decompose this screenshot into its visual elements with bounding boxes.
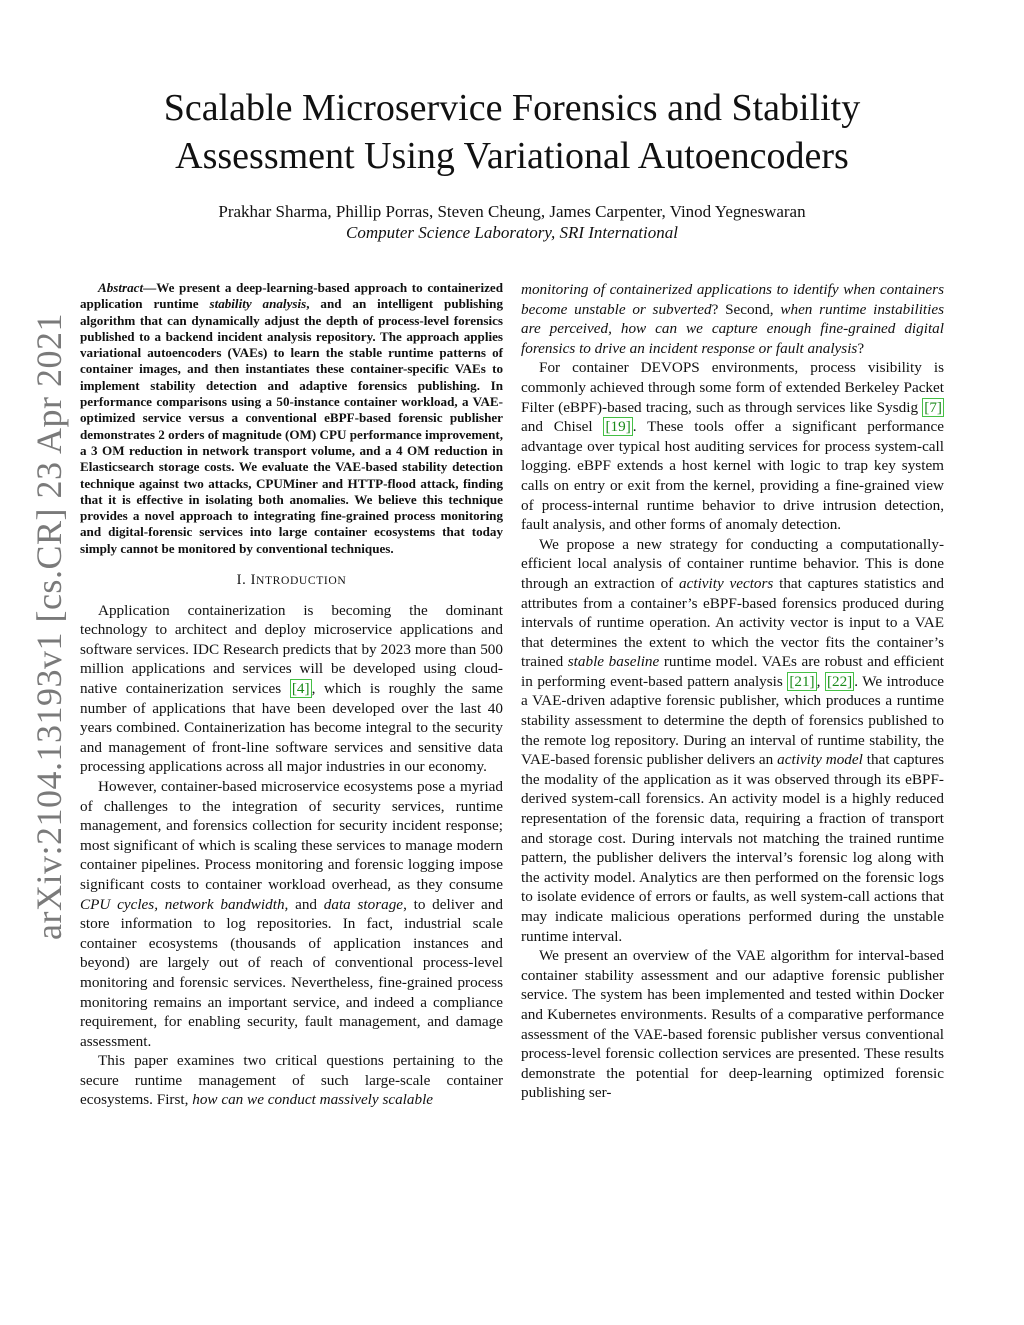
citation-link[interactable]: [19] [605, 418, 631, 436]
intro-paragraph-5: We propose a new strategy for conducting a computationally-efficient local analysis of container runtime behavior. This is done through an extraction of activity vectors that captures statistics and attributes from a container’s eBPF-based forensics produced during intervals of runtime operation. An activity vector is input to a VAE that determines the extent to which the vector fits the container’s trained stable baseline runtime model. VAEs are robust and efficient in performing event-based pattern analysis [21] , [22] . We introduce a VAE-driven adaptive forensic publisher, which produces a runtime stability assessment to determine the depth of forensics published to the remote log repository. During an interval of runtime stability, the VAE-based forensic publisher delivers an activity model that captures the modality of the application as it was observed through its eBPF-derived system-call forensics. An activity model is a highly reduced representation of the forensic data, requiring a fraction of transport and storage cost. During intervals not matching the trained runtime pattern, the publisher delivers the interval’s forensic log along with the activity model. Analytics are then performed on the forensic logs to isolate evidence of errors or faults, as well system-call actions that may indicate malicious operations performed during the unstable runtime interval. [521, 535, 945, 945]
intro-paragraph-3: This paper examines two critical questions pertaining to the secure runtime management of such large-scale container ecosystems. First, how can we conduct massively scalable [80, 1052, 503, 1109]
citation-link[interactable]: [4] [291, 680, 310, 698]
author-list: Prakhar Sharma, Phillip Porras, Steven Cheung, James Carpenter, Vinod Yegneswaran [218, 202, 806, 221]
intro-paragraph-3-cont: monitoring of containerized applications to identify when containers become unstable or subverted? Second, when runtime instabilities are perceived, how can we capture enough fine-grained digital forensics to drive an incident response or fault analysis? [521, 281, 945, 357]
arxiv-stamp: arXiv:2104.13193v1 [cs.CR] 23 Apr 2021 [29, 313, 69, 940]
title-line-2: Assessment Using Variational Autoencoders [175, 135, 849, 177]
paper-title [100, 84, 924, 180]
title-line-1: Scalable Microservice Forensics and Stability [163, 87, 861, 129]
right-column [521, 280, 944, 1103]
section-heading-introduction: I. INTRODUCTION [236, 572, 347, 589]
citation-link[interactable]: [21] [789, 672, 815, 690]
intro-paragraph-2: However, container-based microservice ecosystems pose a myriad of challenges to the integration of security services, runtime management, and forensics collection for security incident response; most significant of which is scaling these services to manage modern container pipelines. Process monitoring and forensic logging impose significant costs to container workload overhead, as they consume CPU cycles, network bandwidth, and data storage, to deliver and store information to log repositories. In fact, industrial scale container ecosystems (thousands of application instances and beyond) are largely out of reach of conventional process-level monitoring and forensic services. Nevertheless, fine-grained process monitoring remains an important service, and indeed a compliance requirement, for enabling security, fault management, and damage assessment. [80, 777, 503, 1050]
citation-link[interactable]: [7] [924, 398, 942, 416]
intro-paragraph-6: We present an overview of the VAE algorithm for interval-based container stability assessment and our adaptive forensic publisher service. The system has been implemented and tested within Docker and Kubernetes environments. Results of a comparative performance assessment of the VAE-based forensic publisher versus conventional process-level forensic collection services are presented. These results demonstrate the potential for deep-learning optimized forensic publishing ser- [521, 947, 944, 1102]
left-column [80, 280, 503, 1110]
citation-link[interactable]: [22] [826, 672, 853, 690]
affiliation: Computer Science Laboratory, SRI International [346, 223, 678, 242]
intro-paragraph-1: Application containerization is becoming the dominant technology to architect and deploy microservice applications and software services. IDC Research predicts that by 2023 more than 500 million applications and services will be developed using cloud-native containerization services [4] , which is roughly the same number of applications that have been developed over the last 40 years combined. Containerization has become integral to the security and management of front-line software services and sensitive data processing applications across all major industries in our economy. [80, 601, 503, 776]
abstract-label: Abstract [98, 280, 144, 295]
intro-paragraph-4: For container DEVOPS environments, process visibility is commonly achieved through some form of extended Berkeley Packet Filter (eBPF)-based tracing, such as through services like Sysdig [7] and Chisel [19] . These tools offer a significant performance advantage over typical host auditing services for process system-call logging. eBPF extends a host kernel with logic to trap key system calls on entry or exit from the kernel, providing a fine-grained view of process-internal runtime behavior to drive intrusion detection, fault analysis, and other forms of anomaly detection. [521, 359, 944, 534]
abstract: Abstract—We present a deep-learning-based approach to containerized application runtime stability analysis, and an intelligent publishing algorithm that can dynamically adjust the depth of process-level forensics published to a backend incident analysis repository. The approach applies variational autoencoders (VAEs) to learn the stable runtime patterns of container images, and then instantiates these container-specific VAEs to implement stability detection and adaptive forensics publishing. In performance comparisons using a 50-instance container workload, a VAE-optimized service versus a conventional eBPF-based forensic publisher demonstrates 2 orders of magnitude (OM) CPU performance improvement, a 3 OM reduction in network transport volume, and a 4 OM reduction in Elasticsearch storage costs. We evaluate the VAE-based stability detection technique against two attacks, CPUMiner and HTTP-flood attack, finding that it is effective in isolating both anomalies. We believe this technique provides a novel approach to integrating fine-grained process monitoring and digital-forensic services into large container ecosystems that today simply cannot be monitored by conventional techniques. [80, 280, 503, 556]
